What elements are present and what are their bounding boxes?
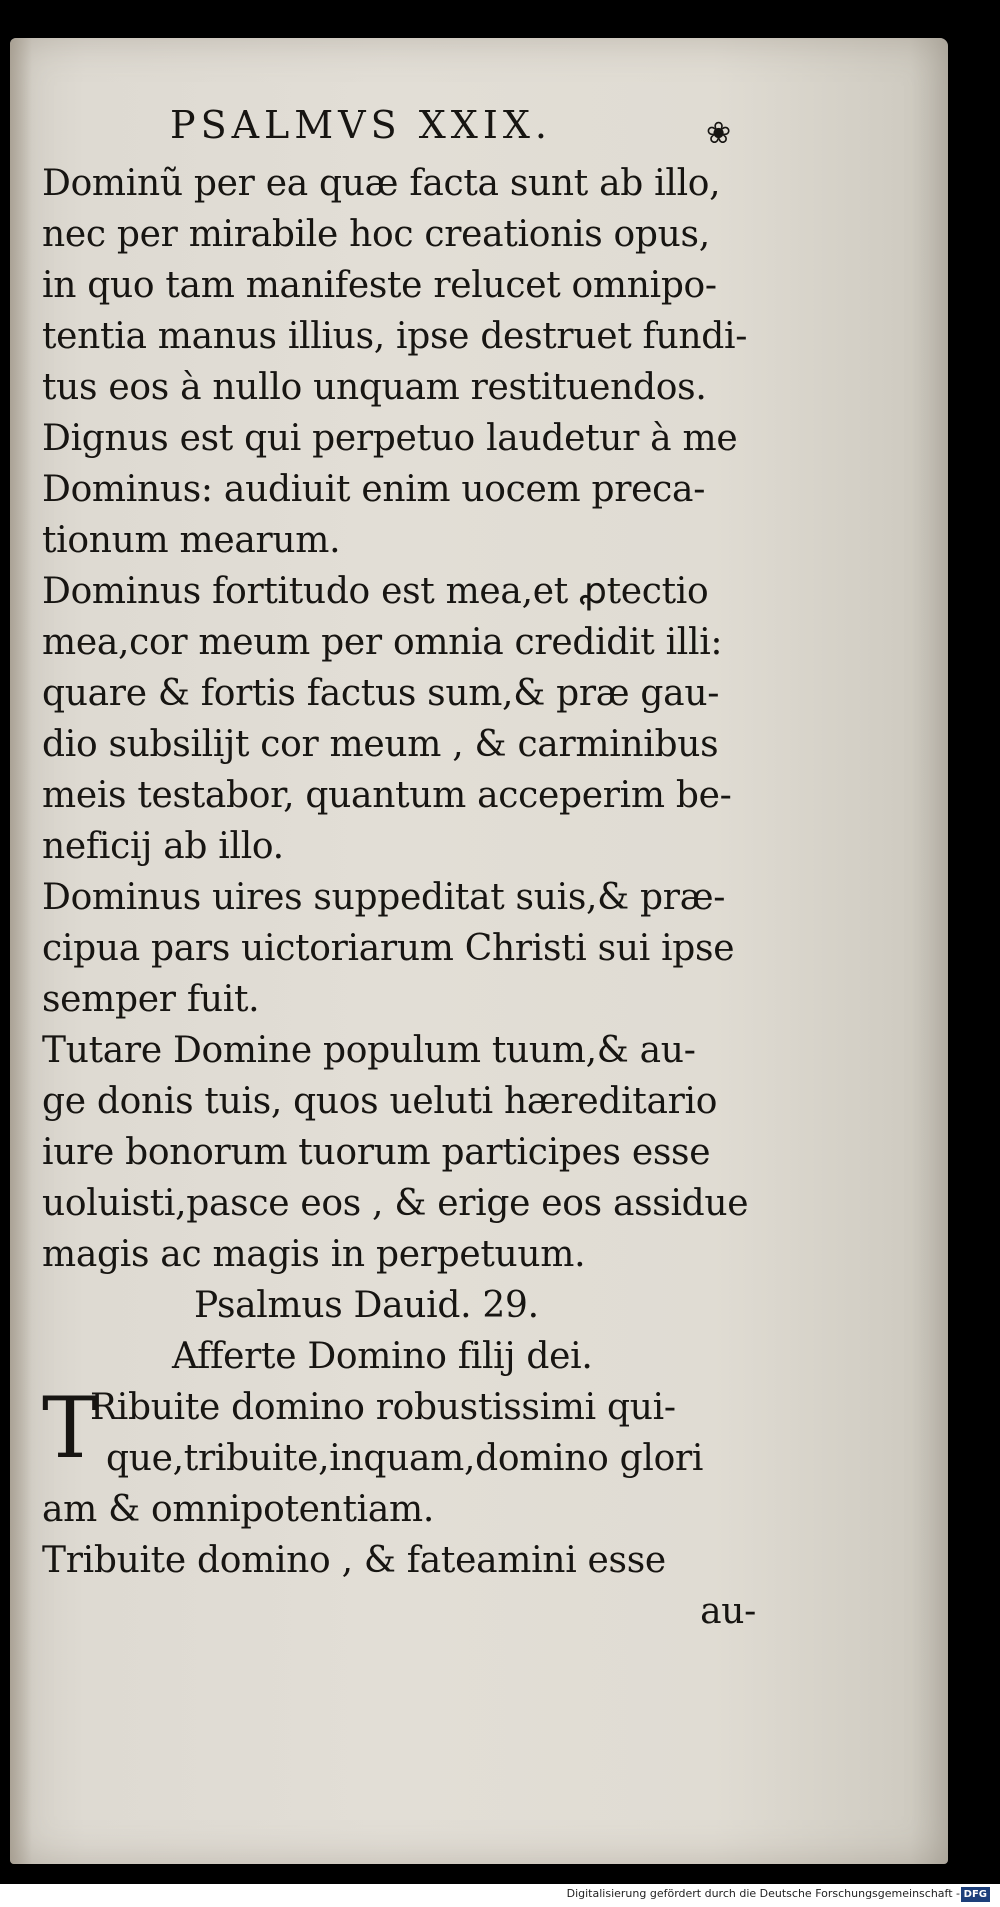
text-line: Dignus est qui perpetuo laudetur à me bbox=[42, 418, 738, 459]
psalm-incipit: Afferte Domino filij dei. bbox=[172, 1336, 593, 1377]
digitization-footer bbox=[0, 1884, 1000, 1907]
text-line: Dominus fortitudo est mea,et ꝓtectio bbox=[42, 571, 709, 612]
text-line: Dominus: audiuit enim uocem preca- bbox=[42, 469, 706, 510]
text-line: iure bonorum tuorum participes esse bbox=[42, 1132, 711, 1173]
text-line: meis testabor, quantum acceperim be- bbox=[42, 775, 732, 816]
book-page bbox=[10, 38, 948, 1864]
text-line: Tribuite domino , & fateamini esse bbox=[42, 1540, 666, 1581]
text-line: tentia manus illius, ipse destruet fundi- bbox=[42, 316, 748, 357]
page-text bbox=[42, 100, 758, 1637]
text-line: magis ac magis in perpetuum. bbox=[42, 1234, 586, 1275]
dfg-logo: DFG bbox=[961, 1887, 990, 1902]
text-line: tionum mearum. bbox=[42, 520, 341, 561]
text-line: que,tribuite,inquam,domino glori bbox=[106, 1438, 704, 1479]
text-line: Tutare Domine populum tuum,& au- bbox=[42, 1030, 696, 1071]
text-line: ge donis tuis, quos ueluti hæreditario bbox=[42, 1081, 718, 1122]
text-line: uoluisti,pasce eos , & erige eos assidue bbox=[42, 1183, 749, 1224]
text-line: in quo tam manifeste relucet omnipo- bbox=[42, 265, 717, 306]
text-line: am & omnipotentiam. bbox=[42, 1489, 435, 1530]
page-header bbox=[42, 100, 758, 158]
text-line: tus eos à nullo unquam restituendos. bbox=[42, 367, 707, 408]
text-line: neficij ab illo. bbox=[42, 826, 284, 867]
text-line: Ribuite domino robustissimi qui- bbox=[90, 1387, 676, 1428]
text-line: Dominũ per ea quæ facta sunt ab illo, bbox=[42, 163, 721, 204]
funding-credit: Digitalisierung gefördert durch die Deutsche Forschungsgemeinschaft - bbox=[566, 1887, 960, 1900]
ornament-icon: ❀ bbox=[706, 116, 731, 151]
text-line: mea,cor meum per omnia credidit illi: bbox=[42, 622, 723, 663]
text-line: quare & fortis factus sum,& præ gau- bbox=[42, 673, 720, 714]
psalm-opening-paragraph bbox=[42, 1379, 758, 1484]
drop-capital: T bbox=[42, 1379, 98, 1477]
text-line: dio subsilijt cor meum , & carminibus bbox=[42, 724, 719, 765]
text-line: Dominus uires suppeditat suis,& præ- bbox=[42, 877, 726, 918]
running-head: PSALMVS XXIX. bbox=[170, 103, 552, 147]
catchword: au- bbox=[700, 1591, 756, 1632]
text-line: cipua pars uictoriarum Christi sui ipse bbox=[42, 928, 735, 969]
text-line: semper fuit. bbox=[42, 979, 260, 1020]
text-line: nec per mirabile hoc creationis opus, bbox=[42, 214, 710, 255]
psalm-title: Psalmus Dauid. 29. bbox=[194, 1285, 539, 1326]
